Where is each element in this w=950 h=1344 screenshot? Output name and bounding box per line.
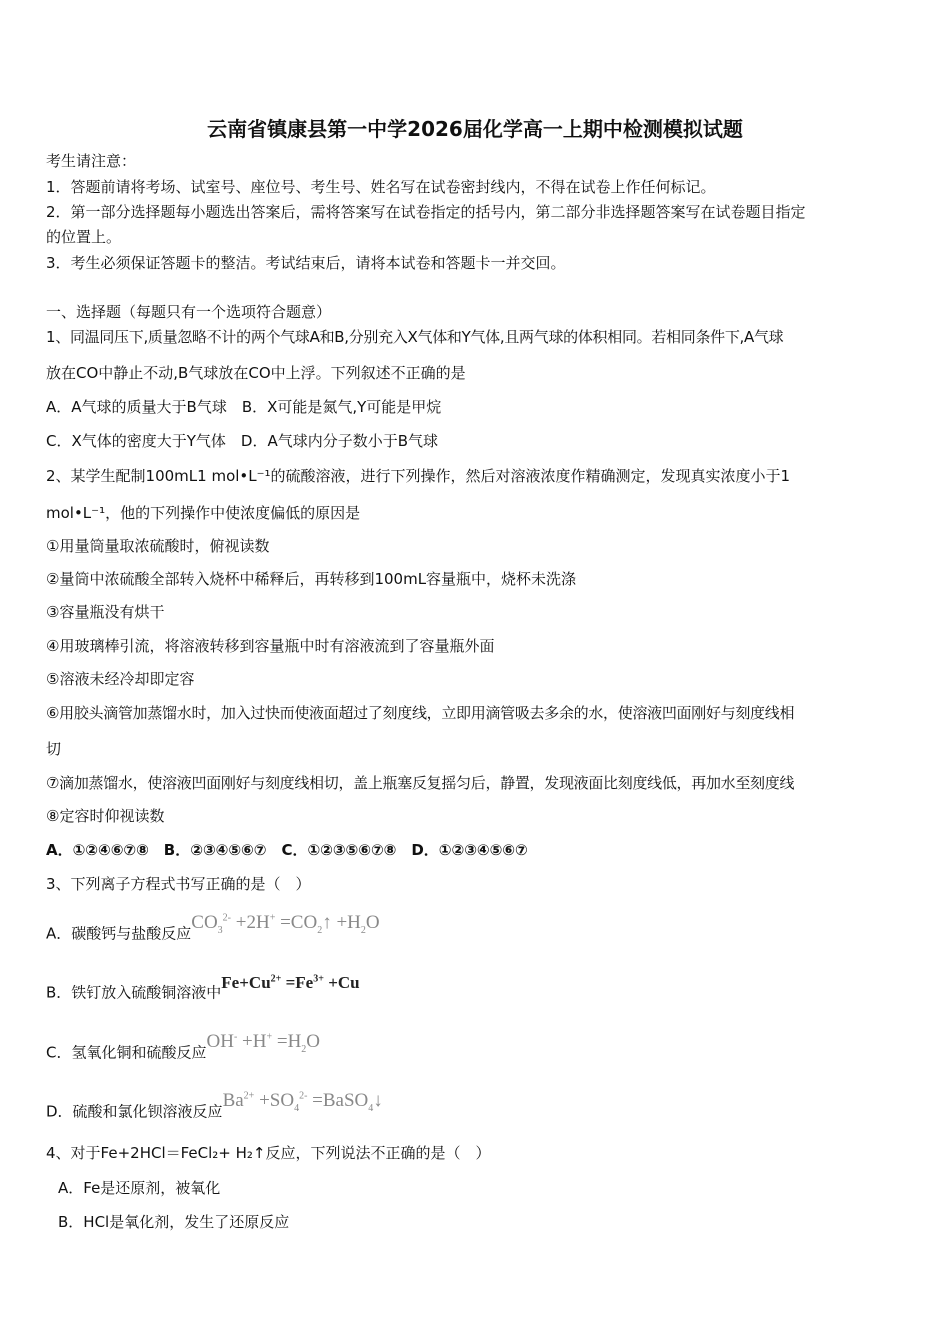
q2-item: ②量筒中浓硫酸全部转入烧杯中稀释后，再转移到100mL容量瓶中，烧杯未洗涤 <box>46 570 577 588</box>
notice-item: 1．答题前请将考场、试室号、座位号、考生号、姓名写在试卷密封线内，不得在试卷上作任何标记。 <box>46 178 716 196</box>
q2-item: 切 <box>46 740 62 758</box>
section-heading: 一、选择题（每题只有一个选项符合题意） <box>46 303 332 321</box>
q3-stem: 3、下列离子方程式书写正确的是（ ） <box>46 875 311 893</box>
q4-stem: 4、对于Fe+2HCl＝FeCl₂+ H₂↑反应，下列说法不正确的是（ ） <box>46 1144 491 1162</box>
q1-option: A．A气球的质量大于B气球 B．X可能是氮气,Y可能是甲烷 <box>46 398 442 416</box>
q2-item: ⑦滴加蒸馏水，使溶液凹面刚好与刻度线相切，盖上瓶塞反复摇匀后，静置，发现液面比刻度线低，再加水至刻度线 <box>46 774 795 792</box>
q3-option-b <box>46 972 360 1003</box>
q4-option: B．HCl是氧化剂，发生了还原反应 <box>58 1213 290 1231</box>
q2-item: ①用量筒量取浓硫酸时，俯视读数 <box>46 537 270 555</box>
q2-item: ⑧定容时仰视读数 <box>46 807 165 825</box>
q2-stem: mol•L⁻¹，他的下列操作中使浓度偏低的原因是 <box>46 504 361 522</box>
q2-item: ③容量瓶没有烘干 <box>46 603 165 621</box>
q2-options: A．①②④⑥⑦⑧ B．②③④⑤⑥⑦ C．①②③⑤⑥⑦⑧ D．①②③④⑤⑥⑦ <box>46 841 528 859</box>
q2-stem: 2、某学生配制100mL1 mol•L⁻¹的硫酸溶液，进行下列操作，然后对溶液浓度作精确测定，发现真实浓度小于1 <box>46 467 791 485</box>
q1-stem: 放在CO中静止不动,B气球放在CO中上浮。下列叙述不正确的是 <box>46 364 466 382</box>
option-label: B．铁钉放入硫酸铜溶液中 <box>46 983 222 1002</box>
q3-option-c <box>46 1031 321 1070</box>
page-title: 云南省镇康县第一中学2026届化学高一上期中检测模拟试题 <box>207 117 743 141</box>
notice-item: 的位置上。 <box>46 228 122 246</box>
equation-b: $Fe+Cu^{2+} =Fe^{3+} +Cu$ <box>221 972 360 992</box>
q3-option-d <box>46 1090 383 1129</box>
q4-option: A．Fe是还原剂，被氧化 <box>58 1179 221 1197</box>
q1-stem: 1、同温同压下,质量忽略不计的两个气球A和B,分别充入X气体和Y气体,且两气球的体积相同。若相同条件下,A气球 <box>46 328 784 346</box>
notice-item: 2．第一部分选择题每小题选出答案后，需将答案写在试卷指定的括号内，第二部分非选择题答案写在试卷题目指定 <box>46 203 806 221</box>
equation-c: $OH^- +H^+ =H_2O$ <box>206 1031 321 1056</box>
equation-a: $CO_3^{2-} +2H^+$ $=CO_2↑ +H_2O$ <box>191 912 380 937</box>
option-label: D．硫酸和氯化钡溶液反应 <box>46 1102 223 1121</box>
option-label: C．氢氧化铜和硫酸反应 <box>46 1043 207 1062</box>
q2-item: ⑤溶液未经冷却即定容 <box>46 670 195 688</box>
option-label: A．碳酸钙与盐酸反应 <box>46 924 192 943</box>
equation-d: $Ba^{2+} +SO_4^{2-}$ =BaSO$_4$↓ <box>222 1090 383 1115</box>
q2-item: ⑥用胶头滴管加蒸馏水时，加入过快而使液面超过了刻度线，立即用滴管吸去多余的水，使溶液凹面刚好与刻度线相 <box>46 704 795 722</box>
q2-item: ④用玻璃棒引流，将溶液转移到容量瓶中时有溶液流到了容量瓶外面 <box>46 637 495 655</box>
notice-item: 3．考生必须保证答题卡的整洁。考试结束后，请将本试卷和答题卡一并交回。 <box>46 254 566 272</box>
q3-option-a <box>46 912 380 951</box>
notice-heading: 考生请注意： <box>46 152 137 170</box>
q1-option: C．X气体的密度大于Y气体 D．A气球内分子数小于B气球 <box>46 432 439 450</box>
